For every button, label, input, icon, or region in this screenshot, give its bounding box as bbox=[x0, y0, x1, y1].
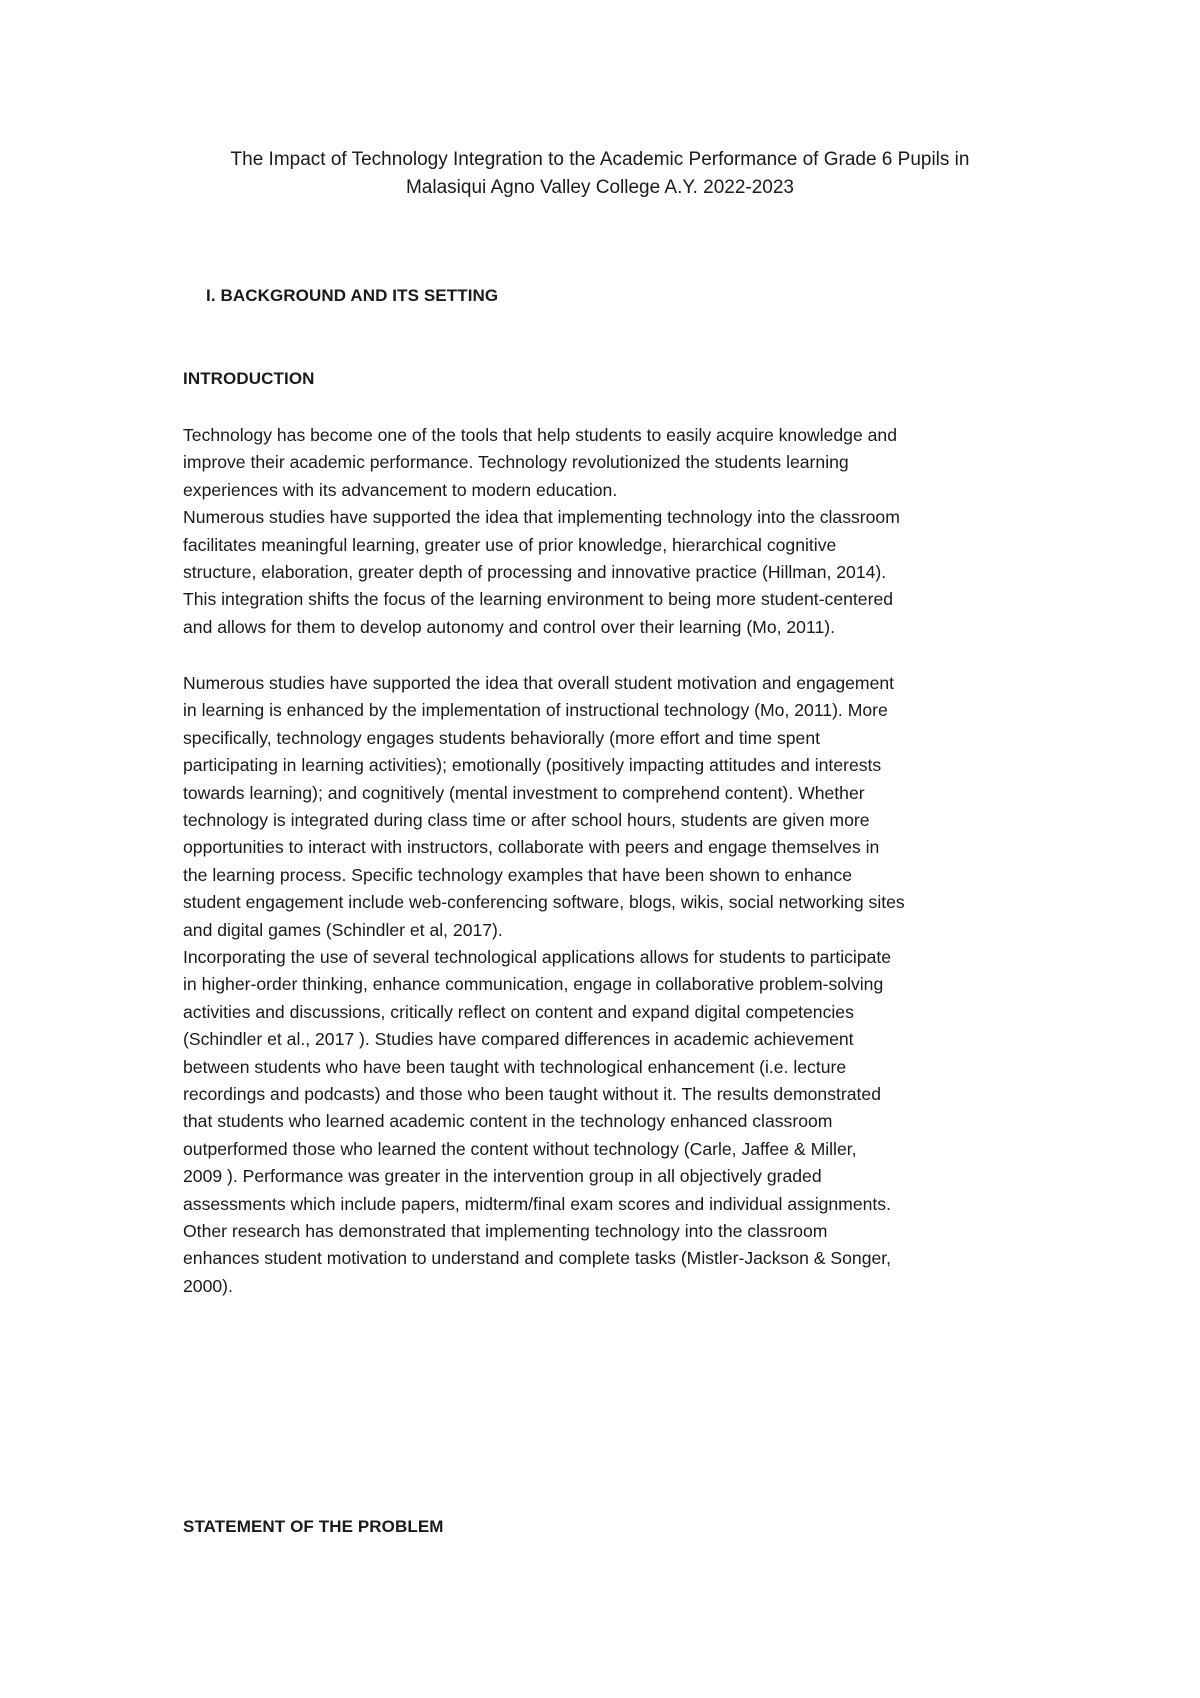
text-line: facilitates meaningful learning, greater use of prior knowledge, hierarchical cognitive bbox=[183, 534, 837, 555]
text-line: structure, elaboration, greater depth of processing and innovative practice (Hillman, 2014). bbox=[183, 562, 887, 583]
paragraph-1 bbox=[183, 422, 1083, 641]
text-line: between students who have been taught with technological enhancement (i.e. lecture bbox=[183, 1056, 847, 1077]
text-line: Technology has become one of the tools that help students to easily acquire knowledge and bbox=[183, 425, 897, 445]
text-line: in higher-order thinking, enhance communication, engage in collaborative problem-solving bbox=[183, 974, 884, 995]
text-line: Other research has demonstrated that implementing technology into the classroom bbox=[183, 1221, 828, 1242]
text-line: 2000). bbox=[183, 1275, 233, 1296]
text-line: Numerous studies have supported the idea that overall student motivation and engagement bbox=[183, 673, 895, 693]
text-line: that students who learned academic content in the technology enhanced classroom bbox=[183, 1111, 833, 1132]
text-line: improve their academic performance. Technology revolutionized the students learning bbox=[183, 452, 849, 473]
introduction-heading: INTRODUCTION bbox=[183, 369, 315, 388]
text-line: participating in learning activities); emotionally (positively impacting attitudes and interests bbox=[183, 755, 882, 776]
title-line: Malasiqui Agno Valley College A.Y. 2022-2023 bbox=[405, 177, 794, 198]
text-line: 2009 ). Performance was greater in the intervention group in all objectively graded bbox=[183, 1166, 822, 1187]
text-line: recordings and podcasts) and those who been taught without it. The results demonstrated bbox=[183, 1084, 881, 1105]
text-line: experiences with its advancement to modern education. bbox=[183, 479, 618, 500]
text-line: Incorporating the use of several technological applications allows for students to participate bbox=[183, 947, 892, 967]
document-title bbox=[120, 146, 1080, 202]
text-line: student engagement include web-conferencing software, blogs, wikis, social networking sites bbox=[183, 892, 905, 913]
text-line: technology is integrated during class time or after school hours, students are given more bbox=[183, 810, 870, 831]
text-line: and allows for them to develop autonomy and control over their learning (Mo, 2011). bbox=[183, 616, 835, 637]
text-line: towards learning); and cognitively (mental investment to comprehend content). Whether bbox=[183, 782, 865, 803]
text-line: (Schindler et al., 2017 ). Studies have compared differences in academic achievement bbox=[183, 1029, 854, 1050]
paragraph-2 bbox=[183, 670, 1083, 944]
text-line: opportunities to interact with instructors, collaborate with peers and engage themselves in bbox=[183, 837, 880, 858]
text-line: in learning is enhanced by the implementation of instructional technology (Mo, 2011). More bbox=[183, 700, 888, 721]
title-line: The Impact of Technology Integration to the Academic Performance of Grade 6 Pupils in bbox=[230, 149, 970, 170]
paragraph-3 bbox=[183, 944, 1083, 1300]
text-line: activities and discussions, critically reflect on content and expand digital competencies bbox=[183, 1001, 854, 1022]
section-heading: I. BACKGROUND AND ITS SETTING bbox=[206, 286, 499, 305]
text-line: Numerous studies have supported the idea that implementing technology into the classroom bbox=[183, 507, 900, 528]
statement-of-problem-heading: STATEMENT OF THE PROBLEM bbox=[183, 1517, 444, 1536]
text-line: the learning process. Specific technology examples that have been shown to enhance bbox=[183, 864, 852, 885]
text-line: enhances student motivation to understand and complete tasks (Mistler-Jackson & Songer, bbox=[183, 1248, 892, 1269]
text-line: This integration shifts the focus of the learning environment to being more student-centered bbox=[183, 589, 894, 610]
text-line: specifically, technology engages students behaviorally (more effort and time spent bbox=[183, 727, 820, 748]
text-line: assessments which include papers, midterm/final exam scores and individual assignments. bbox=[183, 1193, 891, 1214]
text-line: and digital games (Schindler et al, 2017). bbox=[183, 919, 503, 940]
text-line: outperformed those who learned the content without technology (Carle, Jaffee & Miller, bbox=[183, 1138, 857, 1159]
